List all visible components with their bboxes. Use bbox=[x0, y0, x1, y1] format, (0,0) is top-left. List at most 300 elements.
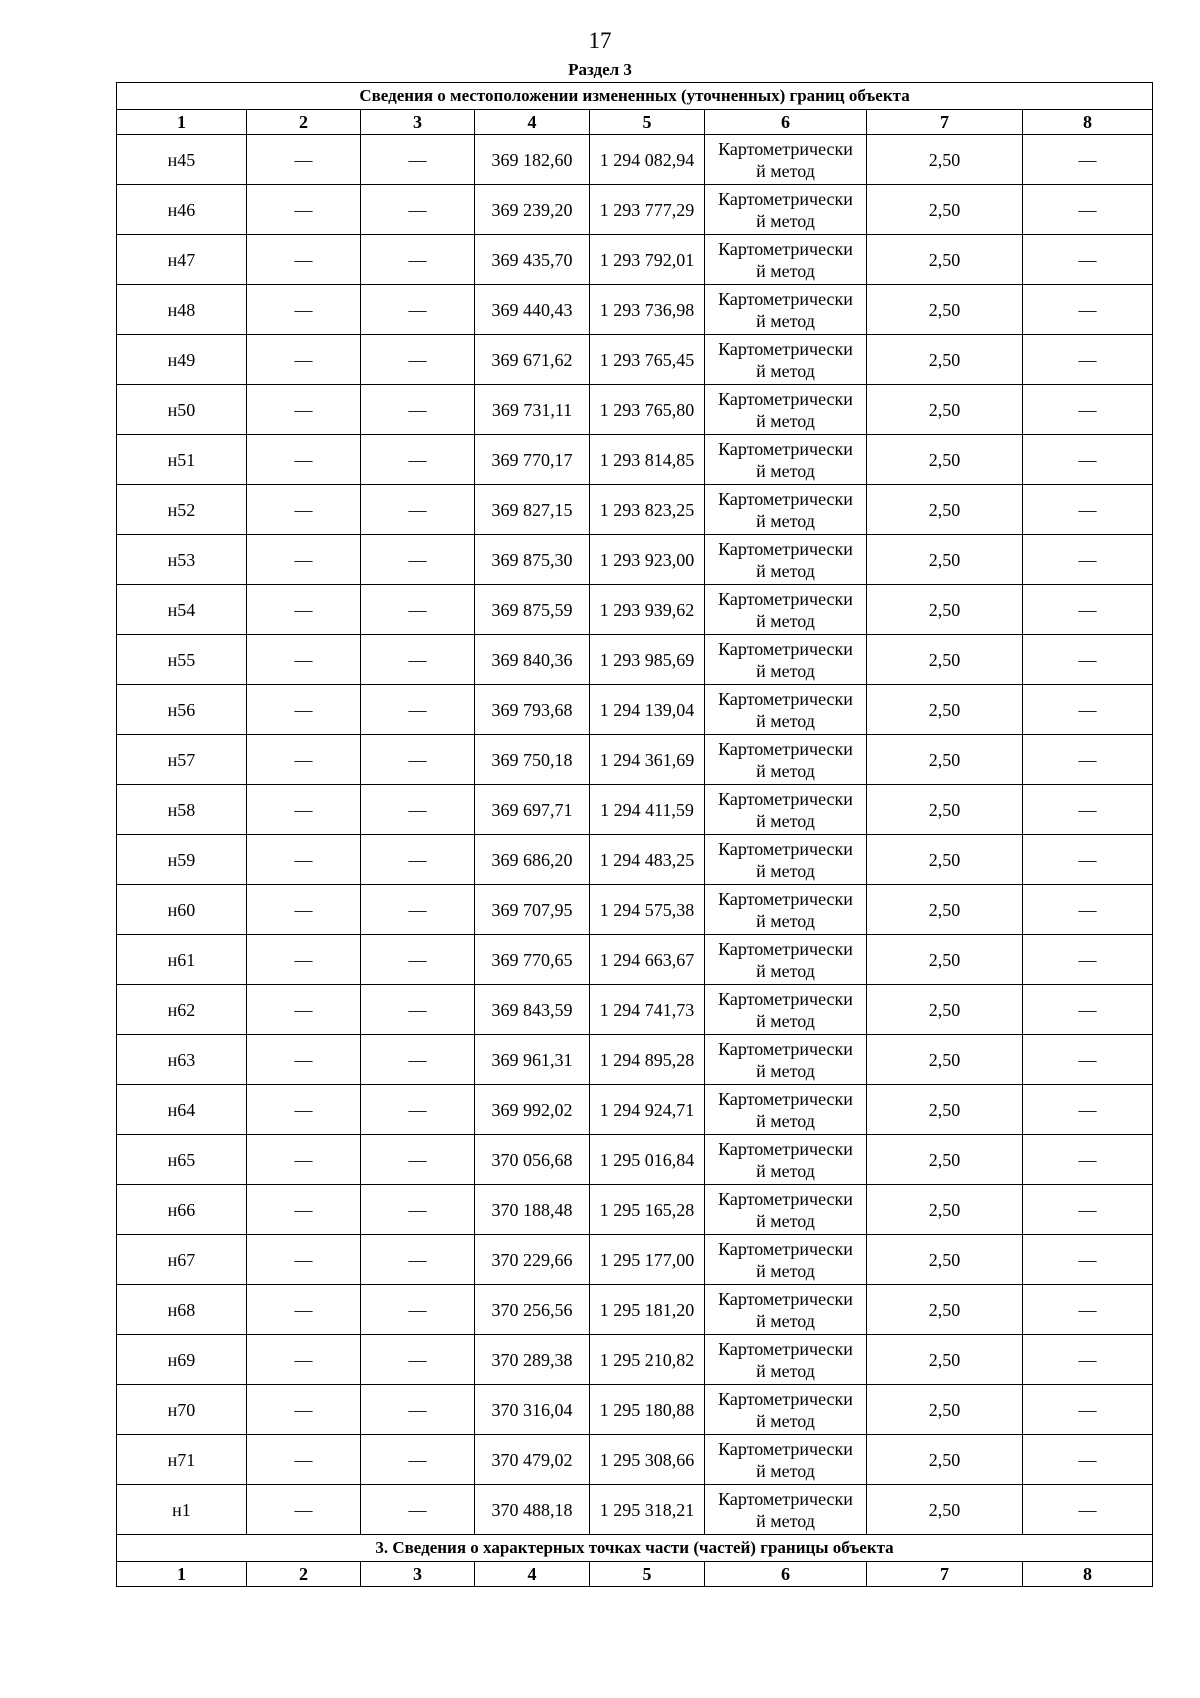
method-line-1: Картометрически bbox=[718, 138, 853, 159]
point-name-cell: н52 bbox=[117, 485, 247, 535]
column-2-cell: — bbox=[247, 285, 361, 335]
x-coordinate-cell: 369 750,18 bbox=[475, 735, 590, 785]
x-coordinate-cell: 369 875,59 bbox=[475, 585, 590, 635]
column-2-cell: — bbox=[247, 1185, 361, 1235]
column-8-cell: — bbox=[1023, 935, 1153, 985]
point-name-cell: н57 bbox=[117, 735, 247, 785]
y-coordinate-cell: 1 295 210,82 bbox=[590, 1335, 705, 1385]
table-row bbox=[117, 1085, 1153, 1135]
method-line-1: Картометрически bbox=[718, 838, 853, 859]
x-coordinate-cell: 370 479,02 bbox=[475, 1435, 590, 1485]
column-3-cell: — bbox=[361, 535, 475, 585]
method-line-2: й метод bbox=[756, 1060, 815, 1081]
method-cell bbox=[705, 785, 867, 835]
method-line-2: й метод bbox=[756, 610, 815, 631]
table-row bbox=[117, 1435, 1153, 1485]
accuracy-cell: 2,50 bbox=[867, 1485, 1023, 1535]
method-cell bbox=[705, 285, 867, 335]
x-coordinate-cell: 370 488,18 bbox=[475, 1485, 590, 1535]
method-line-2: й метод bbox=[756, 460, 815, 481]
column-2-cell: — bbox=[247, 685, 361, 735]
accuracy-cell: 2,50 bbox=[867, 285, 1023, 335]
method-line-2: й метод bbox=[756, 560, 815, 581]
y-coordinate-cell: 1 294 082,94 bbox=[590, 135, 705, 185]
column-2-cell: — bbox=[247, 985, 361, 1035]
column-2-cell: — bbox=[247, 385, 361, 435]
column-2-cell: — bbox=[247, 1435, 361, 1485]
method-line-2: й метод bbox=[756, 1310, 815, 1331]
method-line-1: Картометрически bbox=[718, 538, 853, 559]
point-name-cell: н65 bbox=[117, 1135, 247, 1185]
method-line-1: Картометрически bbox=[718, 888, 853, 909]
method-line-2: й метод bbox=[756, 910, 815, 931]
accuracy-cell: 2,50 bbox=[867, 1235, 1023, 1285]
table-row bbox=[117, 135, 1153, 185]
x-coordinate-cell: 369 875,30 bbox=[475, 535, 590, 585]
column-8-cell: — bbox=[1023, 1285, 1153, 1335]
y-coordinate-cell: 1 295 308,66 bbox=[590, 1435, 705, 1485]
x-coordinate-cell: 369 961,31 bbox=[475, 1035, 590, 1085]
accuracy-cell: 2,50 bbox=[867, 385, 1023, 435]
boundary-coordinates-table bbox=[116, 82, 1153, 1587]
x-coordinate-cell: 370 188,48 bbox=[475, 1185, 590, 1235]
column-8-cell: — bbox=[1023, 735, 1153, 785]
accuracy-cell: 2,50 bbox=[867, 735, 1023, 785]
method-line-1: Картометрически bbox=[718, 1088, 853, 1109]
y-coordinate-cell: 1 295 177,00 bbox=[590, 1235, 705, 1285]
column-number: 2 bbox=[247, 110, 361, 135]
method-line-1: Картометрически bbox=[718, 688, 853, 709]
method-cell bbox=[705, 985, 867, 1035]
point-name-cell: н59 bbox=[117, 835, 247, 885]
method-cell bbox=[705, 1085, 867, 1135]
table-row bbox=[117, 335, 1153, 385]
column-number: 8 bbox=[1023, 1562, 1153, 1587]
y-coordinate-cell: 1 293 923,00 bbox=[590, 535, 705, 585]
section-3-column-number-row bbox=[117, 1562, 1153, 1587]
table-row bbox=[117, 1135, 1153, 1185]
method-line-2: й метод bbox=[756, 1410, 815, 1431]
method-line-2: й метод bbox=[756, 810, 815, 831]
method-cell bbox=[705, 1285, 867, 1335]
table-row bbox=[117, 435, 1153, 485]
method-line-2: й метод bbox=[756, 760, 815, 781]
accuracy-cell: 2,50 bbox=[867, 1185, 1023, 1235]
x-coordinate-cell: 369 992,02 bbox=[475, 1085, 590, 1135]
method-line-2: й метод bbox=[756, 660, 815, 681]
y-coordinate-cell: 1 293 823,25 bbox=[590, 485, 705, 535]
table-row bbox=[117, 585, 1153, 635]
column-3-cell: — bbox=[361, 485, 475, 535]
table-row bbox=[117, 1385, 1153, 1435]
point-name-cell: н55 bbox=[117, 635, 247, 685]
table-row bbox=[117, 685, 1153, 735]
y-coordinate-cell: 1 295 165,28 bbox=[590, 1185, 705, 1235]
x-coordinate-cell: 369 770,17 bbox=[475, 435, 590, 485]
column-3-cell: — bbox=[361, 735, 475, 785]
table-row bbox=[117, 535, 1153, 585]
column-3-cell: — bbox=[361, 435, 475, 485]
column-8-cell: — bbox=[1023, 485, 1153, 535]
method-line-2: й метод bbox=[756, 1260, 815, 1281]
section-title: Раздел 3 bbox=[568, 60, 632, 79]
method-cell bbox=[705, 435, 867, 485]
method-line-2: й метод bbox=[756, 510, 815, 531]
method-line-2: й метод bbox=[756, 710, 815, 731]
x-coordinate-cell: 369 793,68 bbox=[475, 685, 590, 735]
table-row bbox=[117, 1035, 1153, 1085]
column-8-cell: — bbox=[1023, 635, 1153, 685]
column-3-cell: — bbox=[361, 235, 475, 285]
column-3-cell: — bbox=[361, 1335, 475, 1385]
column-8-cell: — bbox=[1023, 785, 1153, 835]
accuracy-cell: 2,50 bbox=[867, 985, 1023, 1035]
column-8-cell: — bbox=[1023, 1035, 1153, 1085]
y-coordinate-cell: 1 295 016,84 bbox=[590, 1135, 705, 1185]
accuracy-cell: 2,50 bbox=[867, 1035, 1023, 1085]
method-line-1: Картометрически bbox=[718, 338, 853, 359]
method-cell bbox=[705, 935, 867, 985]
point-name-cell: н68 bbox=[117, 1285, 247, 1335]
point-name-cell: н54 bbox=[117, 585, 247, 635]
method-line-1: Картометрически bbox=[718, 638, 853, 659]
method-line-2: й метод bbox=[756, 1510, 815, 1531]
x-coordinate-cell: 369 770,65 bbox=[475, 935, 590, 985]
column-2-cell: — bbox=[247, 635, 361, 685]
method-cell bbox=[705, 1385, 867, 1435]
column-number: 3 bbox=[361, 1562, 475, 1587]
y-coordinate-cell: 1 294 741,73 bbox=[590, 985, 705, 1035]
column-3-cell: — bbox=[361, 335, 475, 385]
column-number: 8 bbox=[1023, 110, 1153, 135]
column-8-cell: — bbox=[1023, 235, 1153, 285]
method-line-2: й метод bbox=[756, 1160, 815, 1181]
table-row bbox=[117, 1485, 1153, 1535]
table-row bbox=[117, 185, 1153, 235]
method-line-1: Картометрически bbox=[718, 588, 853, 609]
column-2-cell: — bbox=[247, 1085, 361, 1135]
column-2-cell: — bbox=[247, 835, 361, 885]
x-coordinate-cell: 370 316,04 bbox=[475, 1385, 590, 1435]
column-8-cell: — bbox=[1023, 1385, 1153, 1435]
method-cell bbox=[705, 735, 867, 785]
column-2-cell: — bbox=[247, 135, 361, 185]
column-3-cell: — bbox=[361, 785, 475, 835]
column-3-cell: — bbox=[361, 1135, 475, 1185]
column-2-cell: — bbox=[247, 1335, 361, 1385]
column-3-cell: — bbox=[361, 185, 475, 235]
column-2-cell: — bbox=[247, 885, 361, 935]
column-3-cell: — bbox=[361, 835, 475, 885]
y-coordinate-cell: 1 295 181,20 bbox=[590, 1285, 705, 1335]
y-coordinate-cell: 1 293 777,29 bbox=[590, 185, 705, 235]
method-line-1: Картометрически bbox=[718, 188, 853, 209]
method-cell bbox=[705, 885, 867, 935]
accuracy-cell: 2,50 bbox=[867, 935, 1023, 985]
table-row bbox=[117, 735, 1153, 785]
column-3-cell: — bbox=[361, 135, 475, 185]
y-coordinate-cell: 1 293 765,45 bbox=[590, 335, 705, 385]
method-line-1: Картометрически bbox=[718, 1238, 853, 1259]
column-2-cell: — bbox=[247, 1135, 361, 1185]
x-coordinate-cell: 369 697,71 bbox=[475, 785, 590, 835]
method-cell bbox=[705, 685, 867, 735]
column-3-cell: — bbox=[361, 1185, 475, 1235]
column-8-cell: — bbox=[1023, 185, 1153, 235]
method-line-1: Картометрически bbox=[718, 988, 853, 1009]
column-number: 6 bbox=[705, 1562, 867, 1587]
column-3-cell: — bbox=[361, 585, 475, 635]
point-name-cell: н66 bbox=[117, 1185, 247, 1235]
method-line-2: й метод bbox=[756, 260, 815, 281]
method-line-1: Картометрически bbox=[718, 1388, 853, 1409]
point-name-cell: н49 bbox=[117, 335, 247, 385]
table-caption: Сведения о местоположении измененных (уточненных) границ объекта bbox=[117, 83, 1153, 110]
method-line-1: Картометрически bbox=[718, 938, 853, 959]
column-8-cell: — bbox=[1023, 435, 1153, 485]
point-name-cell: н45 bbox=[117, 135, 247, 185]
column-number: 3 bbox=[361, 110, 475, 135]
method-line-1: Картометрически bbox=[718, 1338, 853, 1359]
column-8-cell: — bbox=[1023, 1485, 1153, 1535]
accuracy-cell: 2,50 bbox=[867, 835, 1023, 885]
method-line-1: Картометрически bbox=[718, 288, 853, 309]
y-coordinate-cell: 1 293 814,85 bbox=[590, 435, 705, 485]
column-2-cell: — bbox=[247, 1035, 361, 1085]
point-name-cell: н61 bbox=[117, 935, 247, 985]
table-row bbox=[117, 1285, 1153, 1335]
method-line-2: й метод bbox=[756, 1210, 815, 1231]
table-row bbox=[117, 635, 1153, 685]
table-row bbox=[117, 385, 1153, 435]
column-2-cell: — bbox=[247, 785, 361, 835]
column-2-cell: — bbox=[247, 585, 361, 635]
method-cell bbox=[705, 1435, 867, 1485]
point-name-cell: н47 bbox=[117, 235, 247, 285]
method-cell bbox=[705, 1185, 867, 1235]
column-8-cell: — bbox=[1023, 585, 1153, 635]
table-row bbox=[117, 485, 1153, 535]
y-coordinate-cell: 1 294 411,59 bbox=[590, 785, 705, 835]
column-3-cell: — bbox=[361, 1485, 475, 1535]
x-coordinate-cell: 369 840,36 bbox=[475, 635, 590, 685]
x-coordinate-cell: 370 289,38 bbox=[475, 1335, 590, 1385]
column-3-cell: — bbox=[361, 285, 475, 335]
column-3-cell: — bbox=[361, 885, 475, 935]
column-8-cell: — bbox=[1023, 1135, 1153, 1185]
point-name-cell: н53 bbox=[117, 535, 247, 585]
column-2-cell: — bbox=[247, 1285, 361, 1335]
column-8-cell: — bbox=[1023, 385, 1153, 435]
y-coordinate-cell: 1 294 575,38 bbox=[590, 885, 705, 935]
method-line-1: Картометрически bbox=[718, 1038, 853, 1059]
y-coordinate-cell: 1 293 985,69 bbox=[590, 635, 705, 685]
table-row bbox=[117, 1235, 1153, 1285]
method-line-2: й метод bbox=[756, 1110, 815, 1131]
table-row bbox=[117, 985, 1153, 1035]
method-cell bbox=[705, 635, 867, 685]
point-name-cell: н48 bbox=[117, 285, 247, 335]
method-line-1: Картометрически bbox=[718, 738, 853, 759]
column-3-cell: — bbox=[361, 1035, 475, 1085]
method-cell bbox=[705, 1235, 867, 1285]
x-coordinate-cell: 369 440,43 bbox=[475, 285, 590, 335]
accuracy-cell: 2,50 bbox=[867, 635, 1023, 685]
x-coordinate-cell: 370 229,66 bbox=[475, 1235, 590, 1285]
method-cell bbox=[705, 535, 867, 585]
column-2-cell: — bbox=[247, 1385, 361, 1435]
column-8-cell: — bbox=[1023, 335, 1153, 385]
method-cell bbox=[705, 335, 867, 385]
y-coordinate-cell: 1 294 663,67 bbox=[590, 935, 705, 985]
method-cell bbox=[705, 185, 867, 235]
column-2-cell: — bbox=[247, 935, 361, 985]
point-name-cell: н63 bbox=[117, 1035, 247, 1085]
column-3-cell: — bbox=[361, 1235, 475, 1285]
y-coordinate-cell: 1 294 483,25 bbox=[590, 835, 705, 885]
column-8-cell: — bbox=[1023, 535, 1153, 585]
point-name-cell: н67 bbox=[117, 1235, 247, 1285]
accuracy-cell: 2,50 bbox=[867, 685, 1023, 735]
accuracy-cell: 2,50 bbox=[867, 335, 1023, 385]
method-line-1: Картометрически bbox=[718, 438, 853, 459]
column-number: 4 bbox=[475, 1562, 590, 1587]
method-cell bbox=[705, 1035, 867, 1085]
column-number: 5 bbox=[590, 1562, 705, 1587]
x-coordinate-cell: 369 827,15 bbox=[475, 485, 590, 535]
column-2-cell: — bbox=[247, 535, 361, 585]
point-name-cell: н62 bbox=[117, 985, 247, 1035]
column-8-cell: — bbox=[1023, 885, 1153, 935]
accuracy-cell: 2,50 bbox=[867, 585, 1023, 635]
point-name-cell: н70 bbox=[117, 1385, 247, 1435]
method-line-2: й метод bbox=[756, 210, 815, 231]
column-3-cell: — bbox=[361, 385, 475, 435]
column-number: 2 bbox=[247, 1562, 361, 1587]
column-2-cell: — bbox=[247, 1485, 361, 1535]
y-coordinate-cell: 1 293 792,01 bbox=[590, 235, 705, 285]
method-line-1: Картометрически bbox=[718, 1438, 853, 1459]
x-coordinate-cell: 369 435,70 bbox=[475, 235, 590, 285]
table-row bbox=[117, 935, 1153, 985]
y-coordinate-cell: 1 294 895,28 bbox=[590, 1035, 705, 1085]
table-row bbox=[117, 1335, 1153, 1385]
point-name-cell: н1 bbox=[117, 1485, 247, 1535]
point-name-cell: н64 bbox=[117, 1085, 247, 1135]
point-name-cell: н56 bbox=[117, 685, 247, 735]
column-2-cell: — bbox=[247, 335, 361, 385]
method-line-2: й метод bbox=[756, 960, 815, 981]
x-coordinate-cell: 369 671,62 bbox=[475, 335, 590, 385]
point-name-cell: н69 bbox=[117, 1335, 247, 1385]
accuracy-cell: 2,50 bbox=[867, 1285, 1023, 1335]
point-name-cell: н50 bbox=[117, 385, 247, 435]
column-2-cell: — bbox=[247, 185, 361, 235]
y-coordinate-cell: 1 295 180,88 bbox=[590, 1385, 705, 1435]
method-line-1: Картометрически bbox=[718, 1138, 853, 1159]
column-3-cell: — bbox=[361, 685, 475, 735]
accuracy-cell: 2,50 bbox=[867, 885, 1023, 935]
point-name-cell: н46 bbox=[117, 185, 247, 235]
point-name-cell: н71 bbox=[117, 1435, 247, 1485]
accuracy-cell: 2,50 bbox=[867, 1435, 1023, 1485]
column-8-cell: — bbox=[1023, 1435, 1153, 1485]
column-number: 7 bbox=[867, 110, 1023, 135]
point-name-cell: н60 bbox=[117, 885, 247, 935]
column-8-cell: — bbox=[1023, 285, 1153, 335]
section-3-caption-row bbox=[117, 1535, 1153, 1562]
accuracy-cell: 2,50 bbox=[867, 535, 1023, 585]
column-8-cell: — bbox=[1023, 685, 1153, 735]
accuracy-cell: 2,50 bbox=[867, 435, 1023, 485]
x-coordinate-cell: 370 256,56 bbox=[475, 1285, 590, 1335]
column-8-cell: — bbox=[1023, 1185, 1153, 1235]
x-coordinate-cell: 369 843,59 bbox=[475, 985, 590, 1035]
accuracy-cell: 2,50 bbox=[867, 235, 1023, 285]
column-number: 1 bbox=[117, 110, 247, 135]
table-row bbox=[117, 835, 1153, 885]
method-cell bbox=[705, 1135, 867, 1185]
method-line-2: й метод bbox=[756, 1360, 815, 1381]
column-8-cell: — bbox=[1023, 985, 1153, 1035]
table-row bbox=[117, 885, 1153, 935]
table-row bbox=[117, 785, 1153, 835]
x-coordinate-cell: 369 182,60 bbox=[475, 135, 590, 185]
column-2-cell: — bbox=[247, 235, 361, 285]
column-3-cell: — bbox=[361, 1435, 475, 1485]
accuracy-cell: 2,50 bbox=[867, 1085, 1023, 1135]
x-coordinate-cell: 369 731,11 bbox=[475, 385, 590, 435]
x-coordinate-cell: 369 707,95 bbox=[475, 885, 590, 935]
method-cell bbox=[705, 385, 867, 435]
y-coordinate-cell: 1 294 361,69 bbox=[590, 735, 705, 785]
column-8-cell: — bbox=[1023, 1085, 1153, 1135]
column-8-cell: — bbox=[1023, 135, 1153, 185]
table-row bbox=[117, 235, 1153, 285]
method-line-2: й метод bbox=[756, 1010, 815, 1031]
column-2-cell: — bbox=[247, 735, 361, 785]
method-cell bbox=[705, 1335, 867, 1385]
x-coordinate-cell: 369 239,20 bbox=[475, 185, 590, 235]
column-2-cell: — bbox=[247, 435, 361, 485]
method-line-1: Картометрически bbox=[718, 488, 853, 509]
accuracy-cell: 2,50 bbox=[867, 1385, 1023, 1435]
accuracy-cell: 2,50 bbox=[867, 135, 1023, 185]
method-line-1: Картометрически bbox=[718, 1288, 853, 1309]
column-3-cell: — bbox=[361, 635, 475, 685]
section-3-caption: 3. Сведения о характерных точках части (частей) границы объекта bbox=[117, 1535, 1153, 1562]
column-number: 4 bbox=[475, 110, 590, 135]
y-coordinate-cell: 1 293 939,62 bbox=[590, 585, 705, 635]
method-cell bbox=[705, 485, 867, 535]
table-caption-row bbox=[117, 83, 1153, 110]
table-row bbox=[117, 285, 1153, 335]
y-coordinate-cell: 1 295 318,21 bbox=[590, 1485, 705, 1535]
method-line-2: й метод bbox=[756, 410, 815, 431]
method-cell bbox=[705, 585, 867, 635]
column-number: 1 bbox=[117, 1562, 247, 1587]
y-coordinate-cell: 1 293 736,98 bbox=[590, 285, 705, 335]
method-line-2: й метод bbox=[756, 160, 815, 181]
method-line-1: Картометрически bbox=[718, 1488, 853, 1509]
method-line-1: Картометрически bbox=[718, 1188, 853, 1209]
accuracy-cell: 2,50 bbox=[867, 785, 1023, 835]
y-coordinate-cell: 1 293 765,80 bbox=[590, 385, 705, 435]
point-name-cell: н58 bbox=[117, 785, 247, 835]
method-cell bbox=[705, 1485, 867, 1535]
method-line-1: Картометрически bbox=[718, 388, 853, 409]
method-line-2: й метод bbox=[756, 860, 815, 881]
